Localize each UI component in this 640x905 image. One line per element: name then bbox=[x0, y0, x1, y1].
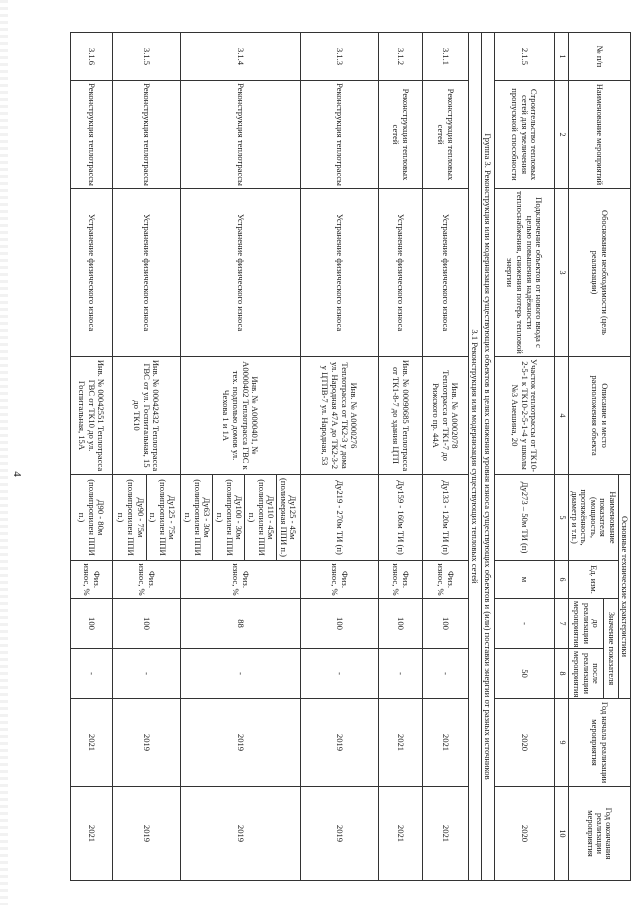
indicator-item: Ду100 - 30м (полипропилен ППИ п.) bbox=[213, 475, 245, 560]
rotated-table-container bbox=[77, 32, 631, 880]
table-row bbox=[494, 33, 554, 881]
row-num: 3.1.1 bbox=[422, 33, 468, 81]
row-indicator: Ду273 – 50м ТИ (п) bbox=[494, 475, 554, 561]
row-year-end: 2019 bbox=[300, 787, 378, 881]
row-after: - bbox=[422, 649, 468, 699]
row-year-start: 2019 bbox=[180, 699, 300, 787]
row-after: - bbox=[70, 649, 112, 699]
row-indicator: Ду219 - 270м ТИ (п) bbox=[300, 475, 378, 561]
column-number: 7 bbox=[554, 599, 568, 649]
header-indicator-name: Наименование показателя (мощность, протяжённость, диаметр и т.п.) bbox=[568, 475, 618, 561]
row-justification: Устранение физического износа bbox=[378, 189, 422, 357]
row-justification: Устранение физического износа bbox=[300, 189, 378, 357]
header-unit: Ед. изм. bbox=[568, 561, 618, 599]
row-name: Реконструкция тепловых сетей bbox=[422, 81, 468, 189]
row-name: Реконструкция теплотрассы bbox=[300, 81, 378, 189]
header-year-start: Год начала реализации мероприятия bbox=[568, 699, 630, 787]
row-justification: Устранение физического износа bbox=[180, 189, 300, 357]
row-before: 100 bbox=[300, 599, 378, 649]
indicator-item: Ду63 - 30м (полипропилен ППИ п.) bbox=[183, 479, 213, 556]
column-number: 1 bbox=[554, 33, 568, 81]
table-row bbox=[112, 33, 180, 881]
group31-title: 3.1 Реконструкция или модернизация существующих тепловых сетей bbox=[468, 33, 481, 881]
row-indicator-list bbox=[112, 475, 180, 561]
row-before: 100 bbox=[422, 599, 468, 649]
row-before: 100 bbox=[378, 599, 422, 649]
row-year-end: 2021 bbox=[378, 787, 422, 881]
row-description: Инв. № А0000276 Теплотрасса от ТК2-3 у дома ул. Народная 47А до ТК2-3-2 у ЦТПВ-7 ул. Народная, 53 bbox=[300, 357, 378, 475]
scan-edge bbox=[0, 0, 8, 905]
row-unit: Физ. износ, % bbox=[70, 561, 112, 599]
row-name: Строительство тепловых сетей для увеличения пропускной способности bbox=[494, 81, 554, 189]
row-indicator-list bbox=[70, 475, 112, 561]
column-number: 9 bbox=[554, 699, 568, 787]
indicator-item: Ду110 - 45м (полипропилен ППИ п.) bbox=[244, 475, 276, 560]
table-row bbox=[422, 33, 468, 881]
row-year-end: 2021 bbox=[422, 787, 468, 881]
table-row bbox=[378, 33, 422, 881]
row-before: 88 bbox=[180, 599, 300, 649]
table-row bbox=[180, 33, 300, 881]
row-year-start: 2021 bbox=[422, 699, 468, 787]
column-number: 10 bbox=[554, 787, 568, 881]
row-unit: Физ. износ, % bbox=[378, 561, 422, 599]
row-num: 3.1.4 bbox=[180, 33, 300, 81]
row-after: 50 bbox=[494, 649, 554, 699]
row-year-start: 2021 bbox=[70, 699, 112, 787]
column-number: 5 bbox=[554, 475, 568, 561]
column-number-row bbox=[554, 33, 568, 881]
header-main-characteristics: Основные технические характеристики bbox=[618, 475, 630, 699]
header-indicator-values: Значение показателя bbox=[604, 599, 618, 699]
page-number: 4 bbox=[10, 471, 23, 477]
row-description: Инв. № 00090685 Теплотрасса от ТК1-8-7 до здания ЦТП bbox=[378, 357, 422, 475]
group3-title: Группа 3. Реконструкция или модернизация существующих объектов в целях снижения уровня износа существующих объектов и (или) поставки энергии от разных источников bbox=[481, 33, 494, 881]
indicator-item: Д90 - 80м (полипропилен ППИ п.) bbox=[77, 479, 107, 556]
row-num: 2.1.5 bbox=[494, 33, 554, 81]
row-num: 3.1.5 bbox=[112, 33, 180, 81]
row-name: Реконструкция теплотрассы bbox=[112, 81, 180, 189]
row-year-start: 2021 bbox=[378, 699, 422, 787]
header-justification: Обоснование необходимости (цель реализации) bbox=[568, 189, 630, 357]
row-name: Реконструкция тепловых сетей bbox=[378, 81, 422, 189]
row-description: Инв. № А0000401, № А0000402 Теплотрасса ГВС к тех. подполью домов ул. Чехова 1 и 1А bbox=[180, 357, 300, 475]
table-header-row bbox=[618, 33, 630, 881]
row-num: 3.1.6 bbox=[70, 33, 112, 81]
header-num: № п/п bbox=[568, 33, 630, 81]
row-justification: Подключение объектов от нового ввода с целью повышения надёжности теплоснабжения, снижения потерь тепловой энергии bbox=[494, 189, 554, 357]
table-row bbox=[70, 33, 112, 881]
row-description: Инв. № 00042551 Теплотрасса ГВС от ТК10 до ул. Госпитальная, 15А bbox=[70, 357, 112, 475]
measures-table bbox=[70, 32, 631, 881]
indicator-item: Ду90 - 75м (полипропилен ППИ п.) bbox=[116, 479, 146, 556]
row-description: Участок теплотрассы от ТК10-2-5-1 к ТК10-2-5-1-4 у школы №3 Анешина, 20 bbox=[494, 357, 554, 475]
row-unit: Физ. износ, % bbox=[300, 561, 378, 599]
header-after: после реализации мероприятия bbox=[568, 649, 604, 699]
row-unit: Физ. износ, % bbox=[180, 561, 300, 599]
row-year-start: 2019 bbox=[112, 699, 180, 787]
row-after: - bbox=[180, 649, 300, 699]
row-unit: м bbox=[494, 561, 554, 599]
indicator-item: Ду125 - 45м (полимерная ППИ п.) bbox=[276, 475, 298, 560]
row-description: Инв. № А0002078 Теплотрасса от ТК1-7 до Рижского пр. 44А bbox=[422, 357, 468, 475]
row-indicator-list bbox=[180, 475, 300, 561]
row-unit: Физ. износ, % bbox=[112, 561, 180, 599]
row-year-end: 2019 bbox=[112, 787, 180, 881]
row-num: 3.1.2 bbox=[378, 33, 422, 81]
group-row bbox=[468, 33, 481, 881]
group-row bbox=[481, 33, 494, 881]
row-justification: Устранение физического износа bbox=[70, 189, 112, 357]
row-indicator: Ду133 - 120м ТИ (п) bbox=[422, 475, 468, 561]
column-number: 2 bbox=[554, 81, 568, 189]
row-indicator: Ду159 - 160м ТИ (п) bbox=[378, 475, 422, 561]
row-description: Инв. № 00042432 Теплотрасса ГВС от ул. Госпитальная, 15 до ТК10 bbox=[112, 357, 180, 475]
table-row bbox=[300, 33, 378, 881]
row-before: 100 bbox=[112, 599, 180, 649]
column-number: 4 bbox=[554, 357, 568, 475]
row-before: - bbox=[494, 599, 554, 649]
row-justification: Устранение физического износа bbox=[422, 189, 468, 357]
column-number: 8 bbox=[554, 649, 568, 699]
row-after: - bbox=[300, 649, 378, 699]
row-after: - bbox=[112, 649, 180, 699]
row-name: Реконструкция теплотрассы bbox=[70, 81, 112, 189]
header-name: Наименование мероприятий bbox=[568, 81, 630, 189]
column-number: 6 bbox=[554, 561, 568, 599]
header-description: Описание и место расположения объекта bbox=[568, 357, 630, 475]
row-year-end: 2020 bbox=[494, 787, 554, 881]
row-name: Реконструкция теплотрассы bbox=[180, 81, 300, 189]
row-unit: Физ. износ, % bbox=[422, 561, 468, 599]
row-justification: Устранение физического износа bbox=[112, 189, 180, 357]
header-before: до реализации мероприятия bbox=[568, 599, 604, 649]
column-number: 3 bbox=[554, 189, 568, 357]
indicator-item: Ду125 - 75м (полипропилен ППИ п.) bbox=[146, 475, 178, 560]
row-year-end: 2021 bbox=[70, 787, 112, 881]
row-year-end: 2019 bbox=[180, 787, 300, 881]
row-before: 100 bbox=[70, 599, 112, 649]
row-num: 3.1.3 bbox=[300, 33, 378, 81]
row-year-start: 2019 bbox=[300, 699, 378, 787]
row-after: - bbox=[378, 649, 422, 699]
row-year-start: 2020 bbox=[494, 699, 554, 787]
header-year-end: Год окончания реализации мероприятия bbox=[568, 787, 630, 881]
